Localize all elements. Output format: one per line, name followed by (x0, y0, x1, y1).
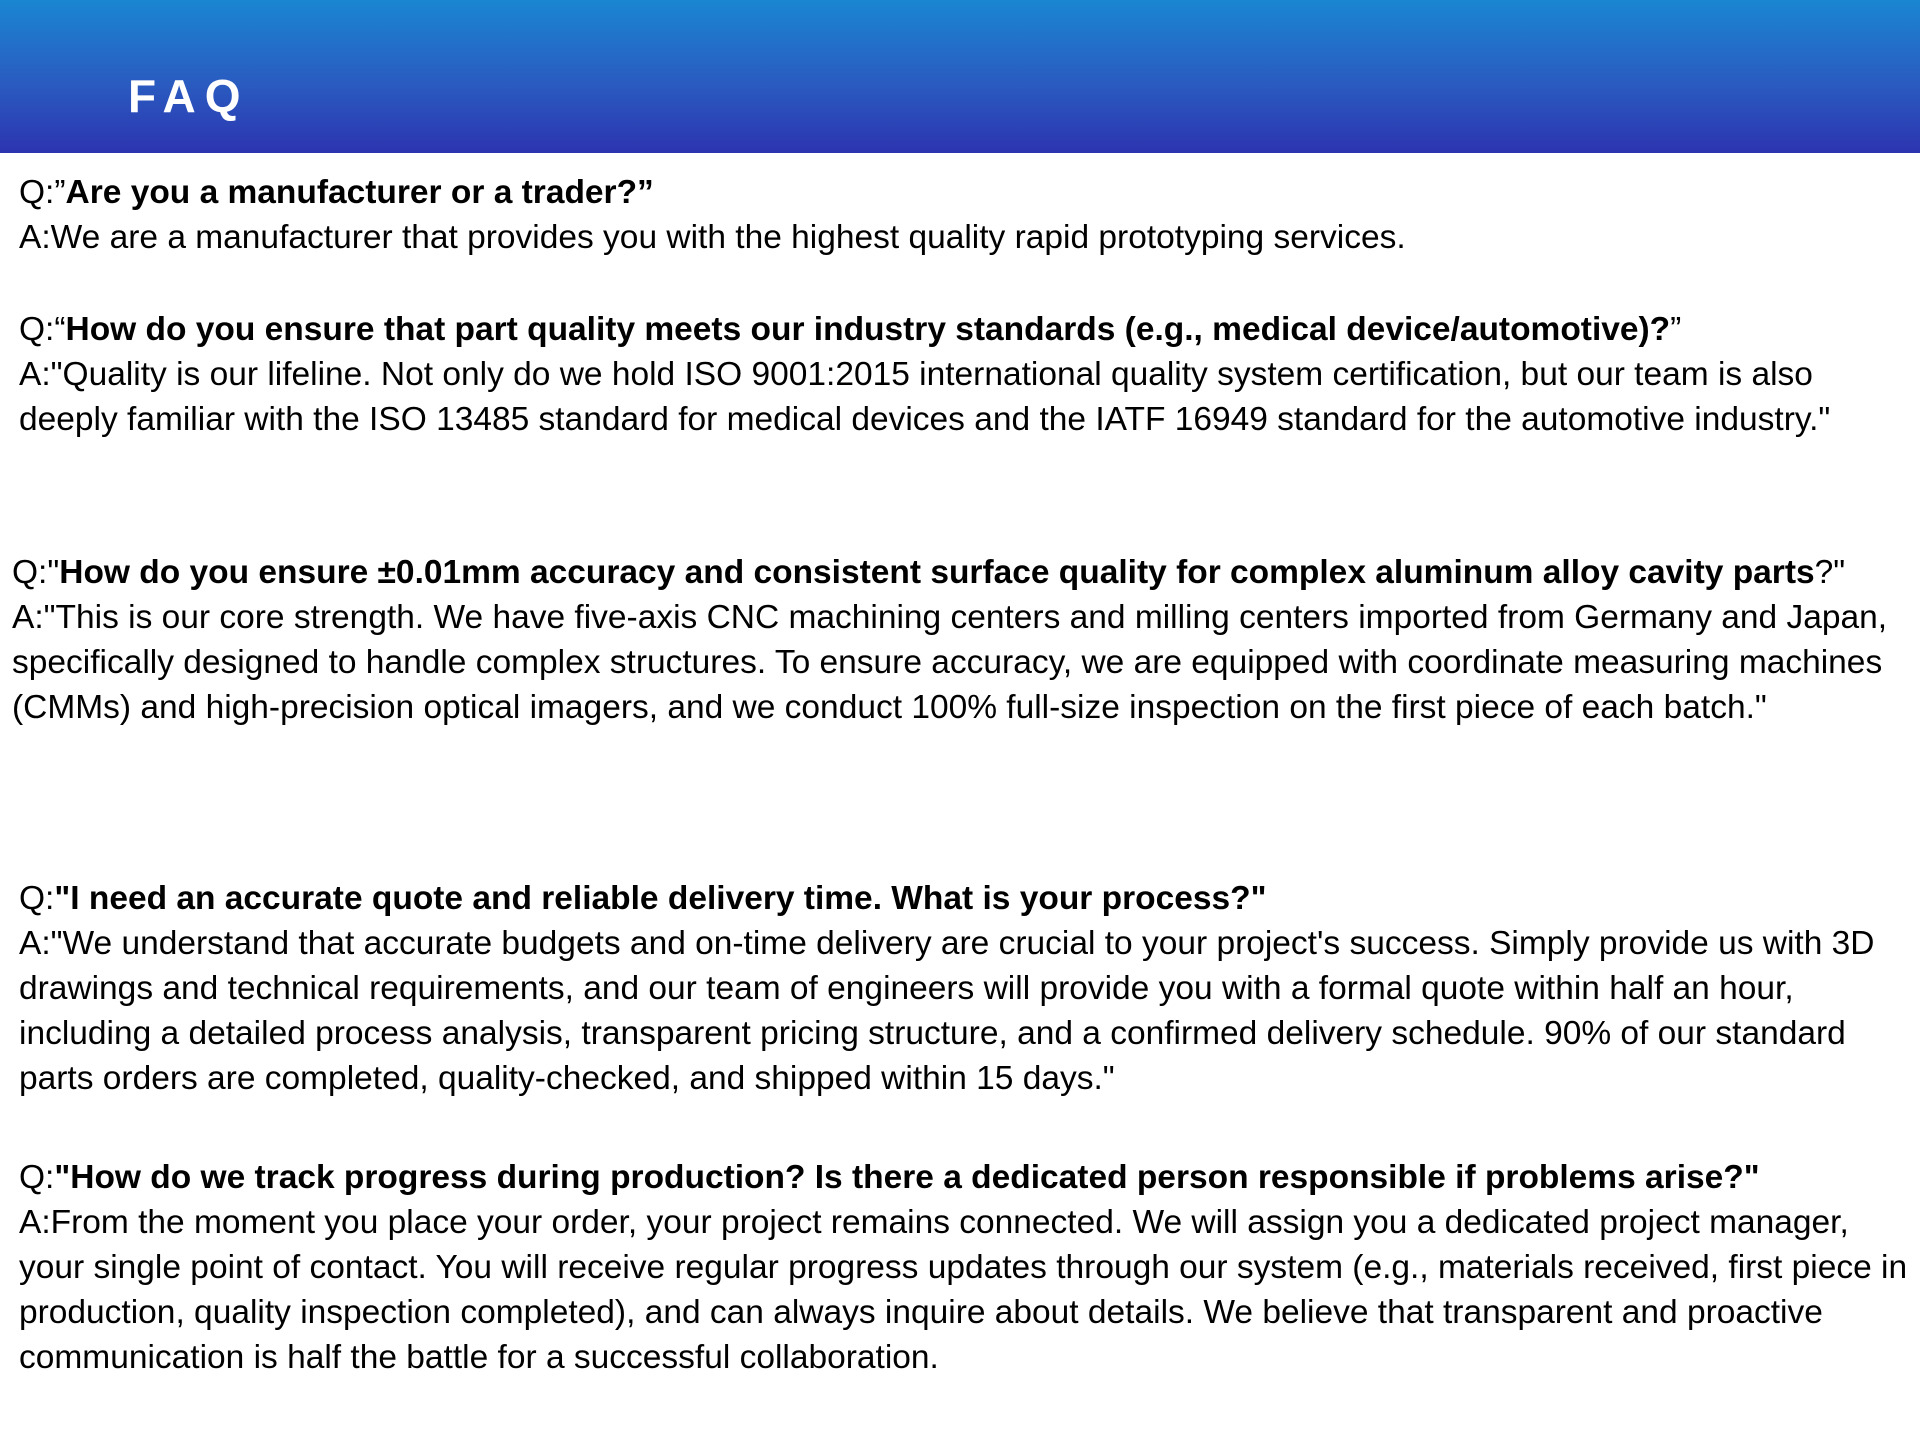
faq-question (19, 1155, 1914, 1200)
faq-question (19, 170, 1914, 215)
page-title: FAQ (128, 70, 250, 122)
question-text: How do you ensure ±0.01mm accuracy and consistent surface quality for complex aluminum alloy cavity parts (59, 554, 1815, 591)
faq-item (19, 876, 1914, 1101)
question-text: How do you ensure that part quality meets our industry standards (e.g., medical device/automotive)? (65, 311, 1671, 348)
question-suffix: ” (1670, 311, 1682, 348)
question-prefix: Q: (19, 1159, 55, 1196)
question-prefix: Q:“ (19, 311, 66, 348)
faq-answer: A:"Quality is our lifeline. Not only do we hold ISO 9001:2015 international quality system certification, but our team is also deeply familiar with the ISO 13485 standard for medical devices and the IATF 16949 standard for the automotive industry." (19, 356, 1831, 438)
faq-item (12, 550, 1907, 730)
faq-question (12, 550, 1907, 595)
faq-question (19, 876, 1914, 921)
faq-answer: A:We are a manufacturer that provides you with the highest quality rapid prototyping services. (19, 219, 1406, 256)
question-text: "I need an accurate quote and reliable delivery time. What is your process?" (54, 880, 1267, 917)
question-text: "How do we track progress during production? Is there a dedicated person responsible if problems arise?" (54, 1159, 1760, 1196)
question-prefix: Q:" (12, 554, 60, 591)
faq-item (19, 1155, 1914, 1380)
header-banner (0, 0, 1920, 153)
faq-question (19, 307, 1914, 352)
faq-item (19, 170, 1914, 260)
question-suffix: ?" (1814, 554, 1846, 591)
question-prefix: Q:” (19, 174, 66, 211)
faq-answer: A:"This is our core strength. We have five-axis CNC machining centers and milling centers imported from Germany and Japan, specifically designed to handle complex structures. To ensure accuracy, we are equipped with coordinate measuring machines (CMMs) and high-precision optical imagers, and we conduct 100% full-size inspection on the first piece of each batch." (12, 599, 1888, 726)
question-text: Are you a manufacturer or a trader?” (65, 174, 654, 211)
question-prefix: Q: (19, 880, 55, 917)
faq-answer: A:"We understand that accurate budgets and on-time delivery are crucial to your project's success. Simply provide us with 3D drawings and technical requirements, and our team of engineers will provide you with a formal quote within half an hour, including a detailed process analysis, transparent pricing structure, and a confirmed delivery schedule. 90% of our standard parts orders are completed, quality-checked, and shipped within 15 days." (19, 925, 1875, 1097)
faq-item (19, 307, 1914, 442)
faq-answer: A:From the moment you place your order, your project remains connected. We will assign you a dedicated project manager, your single point of contact. You will receive regular progress updates through our system (e.g., materials received, first piece in production, quality inspection completed), and can always inquire about details. We believe that transparent and proactive communication is half the battle for a successful collaboration. (19, 1204, 1908, 1376)
